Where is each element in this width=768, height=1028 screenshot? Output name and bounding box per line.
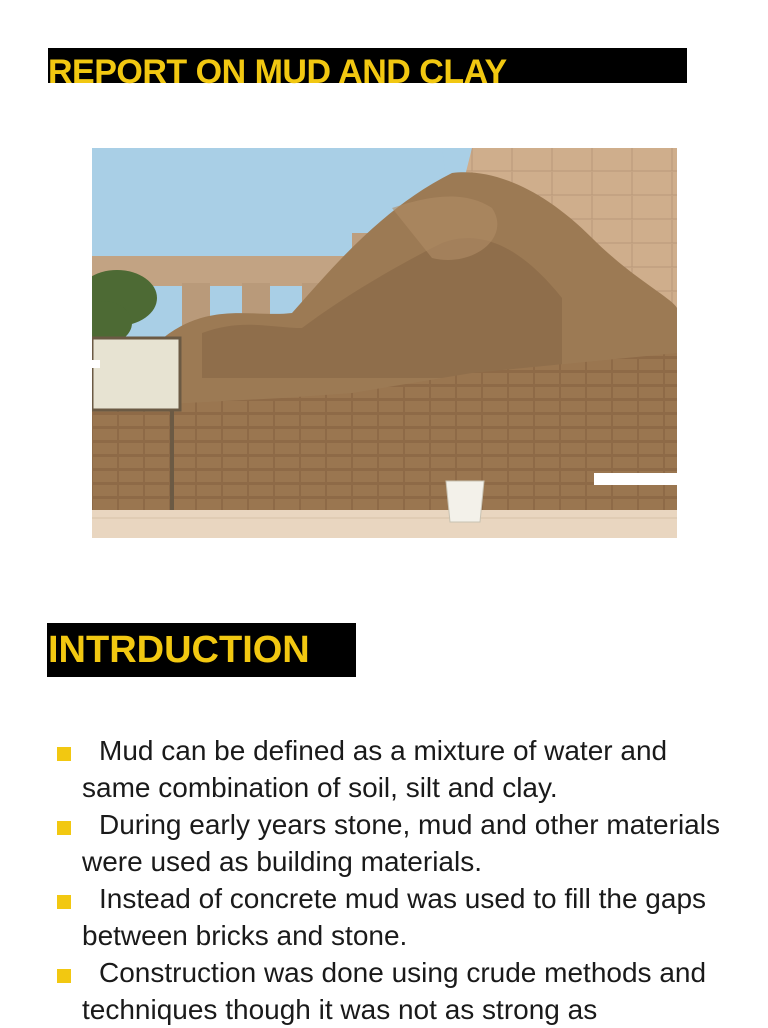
list-item [54,954,734,1028]
section-heading: INTRDUCTION [48,629,310,671]
page-title: REPORT ON MUD AND CLAY [48,53,507,91]
list-item [54,806,734,880]
square-bullet-icon [57,969,71,983]
bullet-text: Instead of concrete mud was used to fill the gaps between bricks and stone. [82,883,707,951]
square-bullet-icon [57,821,71,835]
square-bullet-icon [57,895,71,909]
bullet-list [54,732,734,1028]
bullet-text: Construction was done using crude methods and techniques though it was not as strong as [82,957,707,1025]
bullet-text: During early years stone, mud and other materials were used as building materials. [82,809,720,877]
mud-wall-photo [92,148,677,538]
square-bullet-icon [57,747,71,761]
list-item [54,880,734,954]
bullet-text: Mud can be defined as a mixture of water and same combination of soil, silt and clay. [82,735,668,803]
list-item [54,732,734,806]
